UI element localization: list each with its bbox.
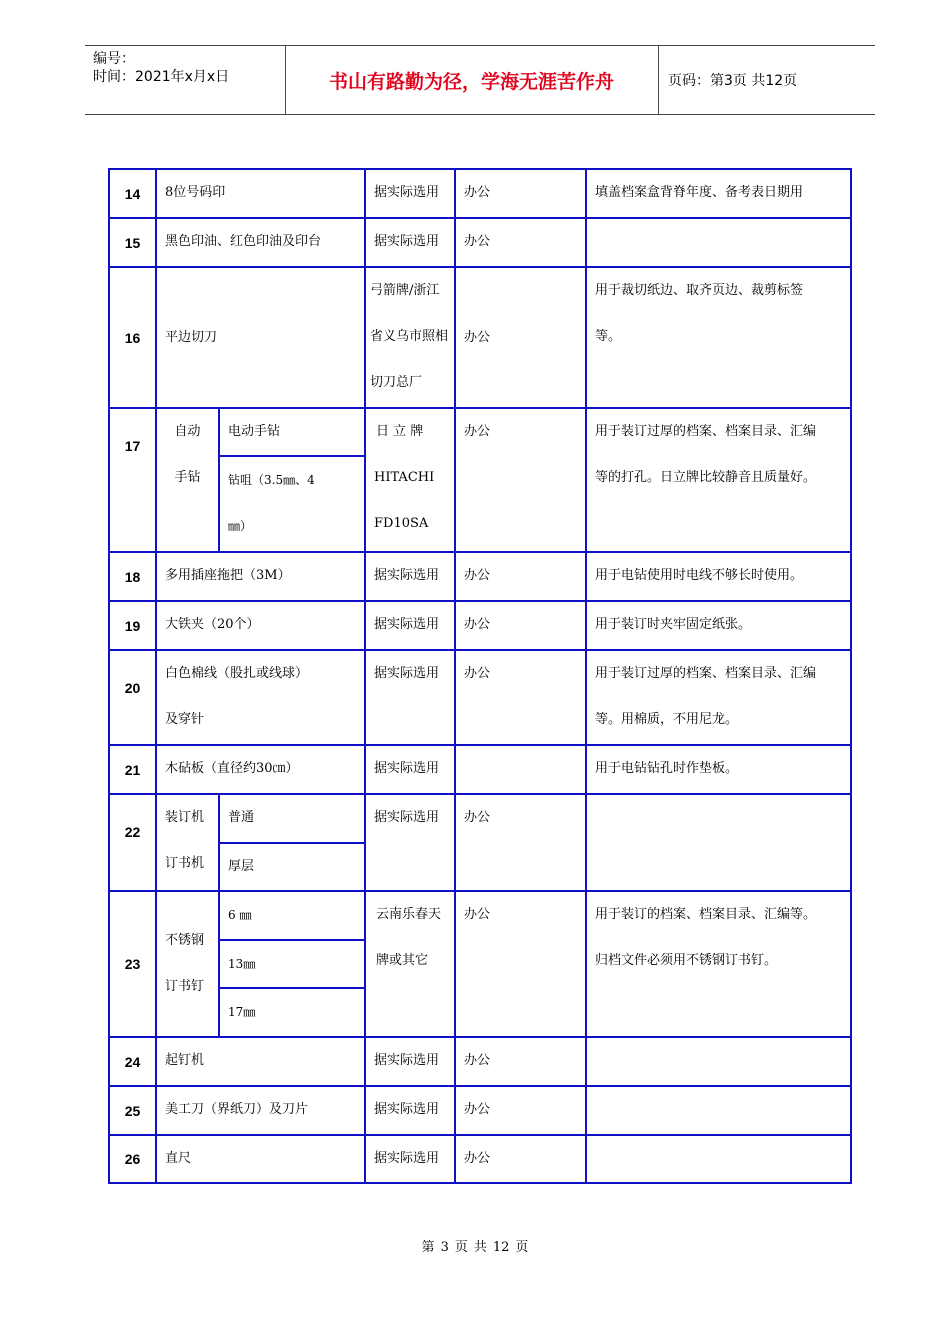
item-sub: 6 ㎜ xyxy=(219,891,365,940)
table-row xyxy=(109,891,851,940)
row-number: 20 xyxy=(109,650,156,745)
note-line: 等。 xyxy=(595,329,622,344)
table-row xyxy=(109,552,851,601)
table-row xyxy=(109,1135,851,1183)
item-name: 黑色印油、红色印油及印台 xyxy=(156,218,365,267)
item-name xyxy=(156,650,365,745)
item-sub: 普通 xyxy=(219,794,365,843)
row-number: 14 xyxy=(109,169,156,218)
row-number: 21 xyxy=(109,745,156,794)
item-name: 平边切刀 xyxy=(156,267,365,408)
item-sub: 13㎜ xyxy=(219,940,365,988)
row-number: 26 xyxy=(109,1135,156,1183)
item-group xyxy=(156,408,219,552)
note-line: 用于装订过厚的档案、档案目录、汇编 xyxy=(595,666,817,681)
item-note: 用于电钻使用时电线不够长时使用。 xyxy=(586,552,851,601)
item-note xyxy=(586,794,851,891)
name-line: 白色棉线（股扎或线球） xyxy=(165,666,309,681)
group-line: 订书机 xyxy=(165,856,205,871)
brand-line: 切刀总厂 xyxy=(370,375,423,390)
footer-total-pages: 12 xyxy=(492,1240,510,1255)
item-sub xyxy=(219,456,365,552)
item-name: 8位号码印 xyxy=(156,169,365,218)
item-name: 起钉机 xyxy=(156,1037,365,1086)
table-row xyxy=(109,601,851,650)
item-brand: 据实际选用 xyxy=(365,1086,455,1135)
item-place: 办公 xyxy=(455,794,586,891)
item-sub: 厚层 xyxy=(219,843,365,891)
item-place: 办公 xyxy=(455,1086,586,1135)
item-brand: 据实际选用 xyxy=(365,552,455,601)
table-row xyxy=(109,169,851,218)
header-motto: 书山有路勤为径，学海无涯苦作舟 xyxy=(328,70,614,93)
item-brand xyxy=(365,408,455,552)
item-sub: 17㎜ xyxy=(219,988,365,1037)
item-place: 办公 xyxy=(455,650,586,745)
item-place: 办公 xyxy=(455,1037,586,1086)
item-name: 多用插座拖把（3M） xyxy=(156,552,365,601)
page-footer xyxy=(0,1236,950,1255)
table-row xyxy=(109,218,851,267)
item-place: 办公 xyxy=(455,1135,586,1183)
item-place: 办公 xyxy=(455,552,586,601)
item-note xyxy=(586,408,851,552)
item-brand: 据实际选用 xyxy=(365,218,455,267)
item-brand: 据实际选用 xyxy=(365,1135,455,1183)
time-label: 时间：2021年x月x日 xyxy=(93,69,230,85)
item-group xyxy=(156,794,219,891)
brand-line: FD10SA xyxy=(374,516,429,531)
table-row xyxy=(109,745,851,794)
brand-line: HITACHI xyxy=(374,470,435,485)
note-line: 归档文件必须用不锈钢订书钉。 xyxy=(595,953,778,968)
item-brand: 据实际选用 xyxy=(365,601,455,650)
item-brand xyxy=(365,267,455,408)
item-note xyxy=(586,650,851,745)
item-place: 办公 xyxy=(455,267,586,408)
group-line: 自动 xyxy=(174,424,201,439)
header-divider xyxy=(658,46,659,114)
row-number: 19 xyxy=(109,601,156,650)
item-brand: 据实际选用 xyxy=(365,745,455,794)
footer-word: 页 xyxy=(515,1240,529,1255)
item-place: 办公 xyxy=(455,408,586,552)
brand-line: 云南乐春天 xyxy=(376,907,442,922)
item-note xyxy=(586,1037,851,1086)
item-brand: 据实际选用 xyxy=(365,650,455,745)
item-note xyxy=(586,891,851,1037)
row-number: 18 xyxy=(109,552,156,601)
item-name: 木砧板（直径约30㎝） xyxy=(156,745,365,794)
name-line: 及穿针 xyxy=(165,712,205,727)
note-line: 用于装订过厚的档案、档案目录、汇编 xyxy=(595,424,817,439)
brand-line: 日 立 牌 xyxy=(376,424,424,439)
item-note xyxy=(586,218,851,267)
item-name: 美工刀（界纸刀）及刀片 xyxy=(156,1086,365,1135)
header-meta xyxy=(93,50,229,86)
row-number: 15 xyxy=(109,218,156,267)
item-brand xyxy=(365,891,455,1037)
item-brand: 据实际选用 xyxy=(365,169,455,218)
item-place: 办公 xyxy=(455,891,586,1037)
footer-word: 共 xyxy=(473,1240,487,1255)
note-line: 等的打孔。日立牌比较静音且质量好。 xyxy=(595,470,817,485)
item-note: 用于装订时夹牢固定纸张。 xyxy=(586,601,851,650)
row-number: 17 xyxy=(109,408,156,552)
item-place: 办公 xyxy=(455,601,586,650)
item-brand: 据实际选用 xyxy=(365,794,455,891)
row-number: 16 xyxy=(109,267,156,408)
table-row xyxy=(109,267,851,408)
footer-page-number: 3 xyxy=(440,1240,449,1255)
row-number: 25 xyxy=(109,1086,156,1135)
item-note xyxy=(586,267,851,408)
table-row xyxy=(109,650,851,745)
sub-line: ㎜） xyxy=(228,519,253,533)
table-row xyxy=(109,1086,851,1135)
note-line: 用于裁切纸边、取齐页边、裁剪标签 xyxy=(595,283,804,298)
sub-line: 钻咀（3.5㎜、4 xyxy=(228,473,315,487)
table-row xyxy=(109,408,851,456)
item-brand: 据实际选用 xyxy=(365,1037,455,1086)
item-note xyxy=(586,1086,851,1135)
item-group xyxy=(156,891,219,1037)
item-place: 办公 xyxy=(455,169,586,218)
note-line: 用于装订的档案、档案目录、汇编等。 xyxy=(595,907,817,922)
row-number: 24 xyxy=(109,1037,156,1086)
row-number: 23 xyxy=(109,891,156,1037)
item-note: 填盖档案盒背脊年度、备考表日期用 xyxy=(586,169,851,218)
footer-word: 页 xyxy=(454,1240,468,1255)
group-line: 手钻 xyxy=(174,470,201,485)
item-note: 用于电钻钻孔时作垫板。 xyxy=(586,745,851,794)
page-header xyxy=(85,45,875,115)
table-row xyxy=(109,794,851,843)
group-line: 装订机 xyxy=(165,810,205,825)
group-line: 订书钉 xyxy=(165,979,205,994)
item-sub: 电动手钻 xyxy=(219,408,365,456)
supplies-table xyxy=(108,168,852,1184)
brand-line: 弓箭牌/浙江 xyxy=(370,283,440,298)
group-line: 不锈钢 xyxy=(165,933,205,948)
brand-line: 牌或其它 xyxy=(376,953,429,968)
item-name: 直尺 xyxy=(156,1135,365,1183)
code-label: 编号： xyxy=(93,51,135,67)
item-note xyxy=(586,1135,851,1183)
footer-word: 第 xyxy=(421,1240,435,1255)
row-number: 22 xyxy=(109,794,156,891)
table-row xyxy=(109,1037,851,1086)
note-line: 等。用棉质，不用尼龙。 xyxy=(595,712,739,727)
brand-line: 省义乌市照相 xyxy=(370,329,449,344)
header-page-info: 页码：第3页 共12页 xyxy=(668,73,798,89)
item-place: 办公 xyxy=(455,218,586,267)
item-place xyxy=(455,745,586,794)
item-name: 大铁夹（20个） xyxy=(156,601,365,650)
